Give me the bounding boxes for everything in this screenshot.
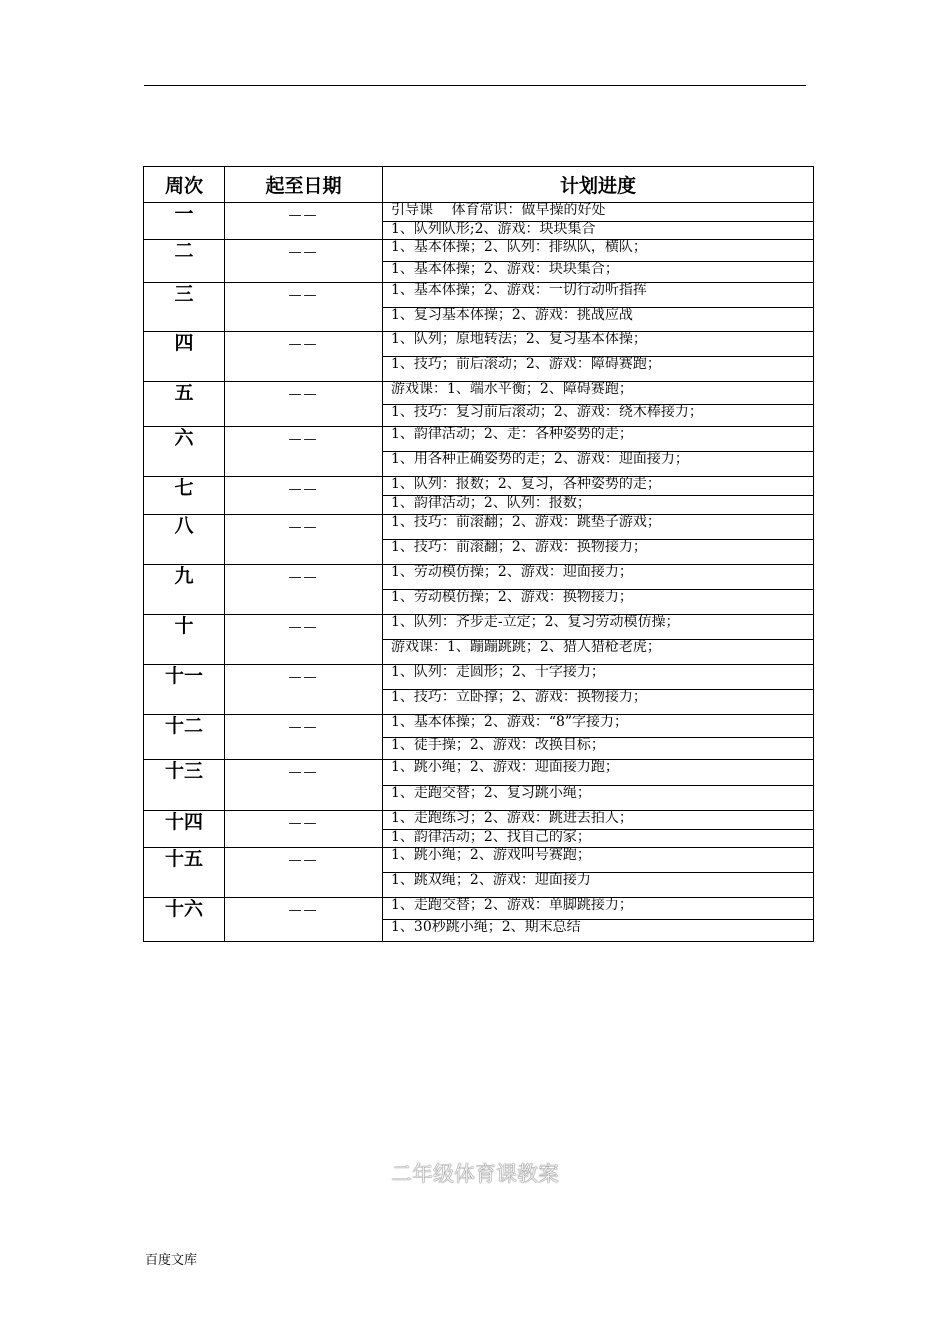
plan-line: 1、韵律活动；2、找自己的家；: [383, 829, 813, 848]
week-cell: 四: [144, 332, 225, 382]
plan-cell: [383, 427, 814, 477]
plan-line: 引导课 体育常识：做早操的好处: [391, 203, 606, 218]
plan-line: 1、韵律活动；2、队列：报数；: [383, 495, 813, 514]
table-row: [144, 848, 814, 898]
table-row: [144, 477, 814, 515]
plan-line: 1、队列：报数；2、复习，各种姿势的走；: [391, 477, 661, 492]
table-row: [144, 615, 814, 665]
week-cell: 二: [144, 240, 225, 283]
date-cell: ——: [225, 332, 383, 382]
watermark-title: 二年级体育课教案: [391, 1162, 559, 1186]
table-row: [144, 203, 814, 240]
week-cell: 十五: [144, 848, 225, 898]
plan-line: 1、走跑交替；2、游戏：单脚跳接力；: [391, 898, 633, 913]
header-week: 周次: [144, 167, 225, 203]
plan-cell: [383, 203, 814, 240]
week-cell: 一: [144, 203, 225, 240]
plan-line: 1、队列队形;2、游戏：块块集合: [383, 221, 813, 240]
date-cell: ——: [225, 848, 383, 898]
table-row: [144, 427, 814, 477]
plan-line: 1、技巧：立卧撑；2、游戏：换物接力；: [383, 689, 813, 714]
plan-cell: [383, 382, 814, 427]
week-cell: 十四: [144, 811, 225, 848]
week-cell: 八: [144, 515, 225, 565]
date-cell: ——: [225, 477, 383, 515]
date-cell: ——: [225, 811, 383, 848]
table-row: [144, 240, 814, 283]
plan-line: 1、队列；原地转法；2、复习基本体操；: [391, 332, 647, 347]
plan-line: 1、劳动模仿操；2、游戏：迎面接力；: [391, 565, 633, 580]
date-cell: ——: [225, 515, 383, 565]
table-row: [144, 565, 814, 615]
plan-line: 1、跳双绳；2、游戏：迎面接力: [383, 872, 813, 897]
date-cell: ——: [225, 898, 383, 942]
table-header-row: [144, 167, 814, 203]
week-cell: 十一: [144, 665, 225, 715]
plan-line: 1、基本体操；2、游戏：一切行动听指挥: [391, 283, 647, 298]
header-dates: 起至日期: [225, 167, 383, 203]
plan-cell: [383, 848, 814, 898]
week-cell: 十三: [144, 760, 225, 811]
plan-cell: [383, 615, 814, 665]
week-cell: 十二: [144, 715, 225, 760]
date-cell: ——: [225, 715, 383, 760]
plan-line: 1、用各种正确姿势的走；2、游戏：迎面接力；: [383, 451, 813, 476]
plan-cell: [383, 332, 814, 382]
plan-cell: [383, 283, 814, 332]
table-row: [144, 760, 814, 811]
plan-cell: [383, 565, 814, 615]
header-plan: 计划进度: [383, 167, 814, 203]
plan-line: 1、韵律活动；2、走：各种姿势的走；: [391, 427, 633, 442]
week-cell: 十: [144, 615, 225, 665]
table-row: [144, 715, 814, 760]
table-row: [144, 898, 814, 942]
plan-line: 游戏课：1、端水平衡；2、障碍赛跑；: [391, 382, 633, 397]
date-cell: ——: [225, 203, 383, 240]
date-cell: ——: [225, 240, 383, 283]
week-cell: 十六: [144, 898, 225, 942]
table-row: [144, 283, 814, 332]
plan-line: 1、基本体操；2、游戏：块块集合；: [383, 261, 813, 283]
schedule-table: [143, 166, 814, 942]
plan-line: 游戏课：1、蹦蹦跳跳；2、猎人猎枪老虎；: [383, 639, 813, 664]
table-row: [144, 382, 814, 427]
date-cell: ——: [225, 760, 383, 811]
plan-line: 1、技巧：前滚翻；2、游戏：跳垫子游戏；: [391, 515, 661, 530]
week-cell: 六: [144, 427, 225, 477]
date-cell: ——: [225, 427, 383, 477]
plan-cell: [383, 898, 814, 942]
table-row: [144, 811, 814, 848]
week-cell: 七: [144, 477, 225, 515]
plan-line: 1、劳动模仿操；2、游戏：换物接力；: [383, 589, 813, 614]
footer-source: 百度文库: [145, 1253, 198, 1268]
plan-line: 1、技巧：复习前后滚动；2、游戏：绕木棒接力；: [383, 404, 813, 427]
table-row: [144, 332, 814, 382]
date-cell: ——: [225, 565, 383, 615]
plan-line: 1、复习基本体操；2、游戏：挑战应战: [383, 307, 813, 332]
plan-line: 1、徒手操；2、游戏：改换目标；: [383, 737, 813, 760]
plan-line: 1、基本体操；2、队列：排纵队，横队；: [391, 240, 647, 255]
plan-line: 1、走跑练习；2、游戏：跳进去拍人；: [391, 811, 633, 826]
plan-cell: [383, 715, 814, 760]
date-cell: ——: [225, 615, 383, 665]
plan-line: 1、队列：走圆形；2、十字接力；: [391, 665, 605, 680]
plan-line: 1、跳小绳；2、游戏叫号赛跑；: [391, 848, 591, 863]
plan-cell: [383, 760, 814, 811]
table-row: [144, 515, 814, 565]
plan-cell: [383, 240, 814, 283]
plan-line: 1、30秒跳小绳；2、期末总结: [383, 919, 813, 941]
date-cell: ——: [225, 283, 383, 332]
plan-line: 1、技巧；前后滚动；2、游戏：障碍赛跑；: [383, 356, 813, 381]
week-cell: 九: [144, 565, 225, 615]
plan-cell: [383, 665, 814, 715]
week-cell: 五: [144, 382, 225, 427]
plan-line: 1、跳小绳；2、游戏：迎面接力跑；: [391, 760, 619, 775]
plan-line: 1、基本体操；2、游戏：“8”字接力；: [391, 715, 629, 730]
header-rule: [144, 85, 806, 86]
plan-cell: [383, 515, 814, 565]
date-cell: ——: [225, 382, 383, 427]
date-cell: ——: [225, 665, 383, 715]
plan-cell: [383, 477, 814, 515]
plan-line: 1、队列：齐步走-立定；2、复习劳动模仿操；: [391, 615, 680, 630]
week-cell: 三: [144, 283, 225, 332]
plan-line: 1、走跑交替；2、复习跳小绳；: [383, 785, 813, 811]
plan-line: 1、技巧：前滚翻；2、游戏：换物接力；: [383, 539, 813, 564]
table-row: [144, 665, 814, 715]
plan-cell: [383, 811, 814, 848]
